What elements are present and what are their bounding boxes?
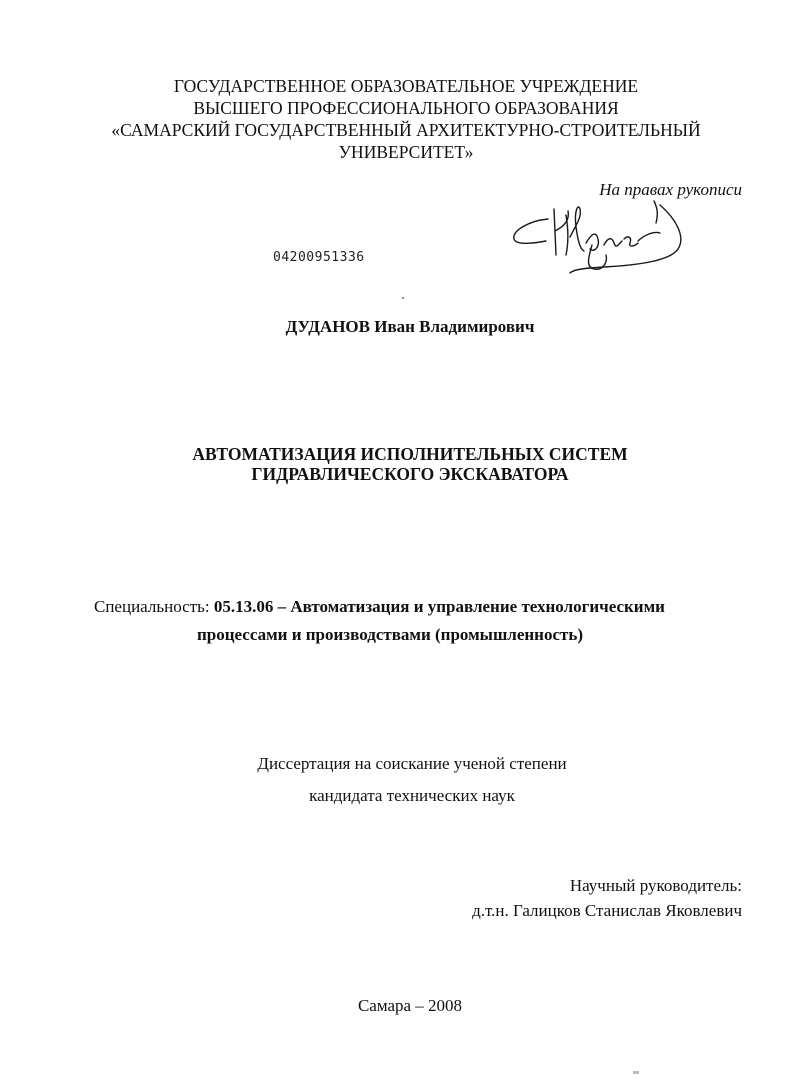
archive-stamp-number: 04200951336	[273, 250, 365, 265]
degree-statement	[16, 748, 792, 812]
author-name: ДУДАНОВ Иван Владимирович	[285, 317, 535, 336]
institution-header	[10, 75, 792, 163]
supervisor-label: Научный руководитель:	[569, 876, 742, 895]
degree-line-1: Диссертация на соискание ученой степени	[257, 754, 567, 773]
institution-line-3: «САМАРСКИЙ ГОСУДАРСТВЕННЫЙ АРХИТЕКТУРНО-СТРОИТЕЛЬНЫЙ	[111, 120, 701, 140]
specialty-label: Специальность:	[94, 597, 214, 616]
specialty-code: 05.13.06	[213, 597, 274, 616]
manuscript-rights-note: На правах рукописи	[599, 180, 742, 199]
scan-artifact	[633, 1071, 639, 1074]
city-year: Самара – 2008	[357, 996, 463, 1015]
specialty-dash: –	[273, 597, 291, 616]
dissertation-title	[14, 444, 792, 484]
scan-speck	[402, 297, 404, 299]
institution-line-4: УНИВЕРСИТЕТ»	[338, 142, 474, 162]
institution-line-1: ГОСУДАРСТВЕННОЕ ОБРАЗОВАТЕЛЬНОЕ УЧРЕЖДЕНИЕ	[173, 76, 639, 96]
title-line-1: АВТОМАТИЗАЦИЯ ИСПОЛНИТЕЛЬНЫХ СИСТЕМ	[192, 444, 628, 464]
degree-line-2: кандидата технических наук	[309, 786, 515, 805]
specialty-name-part-2: процессами и производствами (промышленность)	[197, 625, 584, 644]
supervisor-block	[472, 873, 742, 923]
supervisor-name: д.т.н. Галицков Станислав Яковлевич	[472, 901, 742, 920]
specialty-name-part-1: Автоматизация и управление технологическими	[290, 597, 665, 616]
handwritten-signature	[508, 197, 698, 275]
title-line-2: ГИДРАВЛИЧЕСКОГО ЭКСКАВАТОРА	[251, 464, 569, 484]
institution-line-2: ВЫСШЕГО ПРОФЕССИОНАЛЬНОГО ОБРАЗОВАНИЯ	[193, 98, 619, 118]
